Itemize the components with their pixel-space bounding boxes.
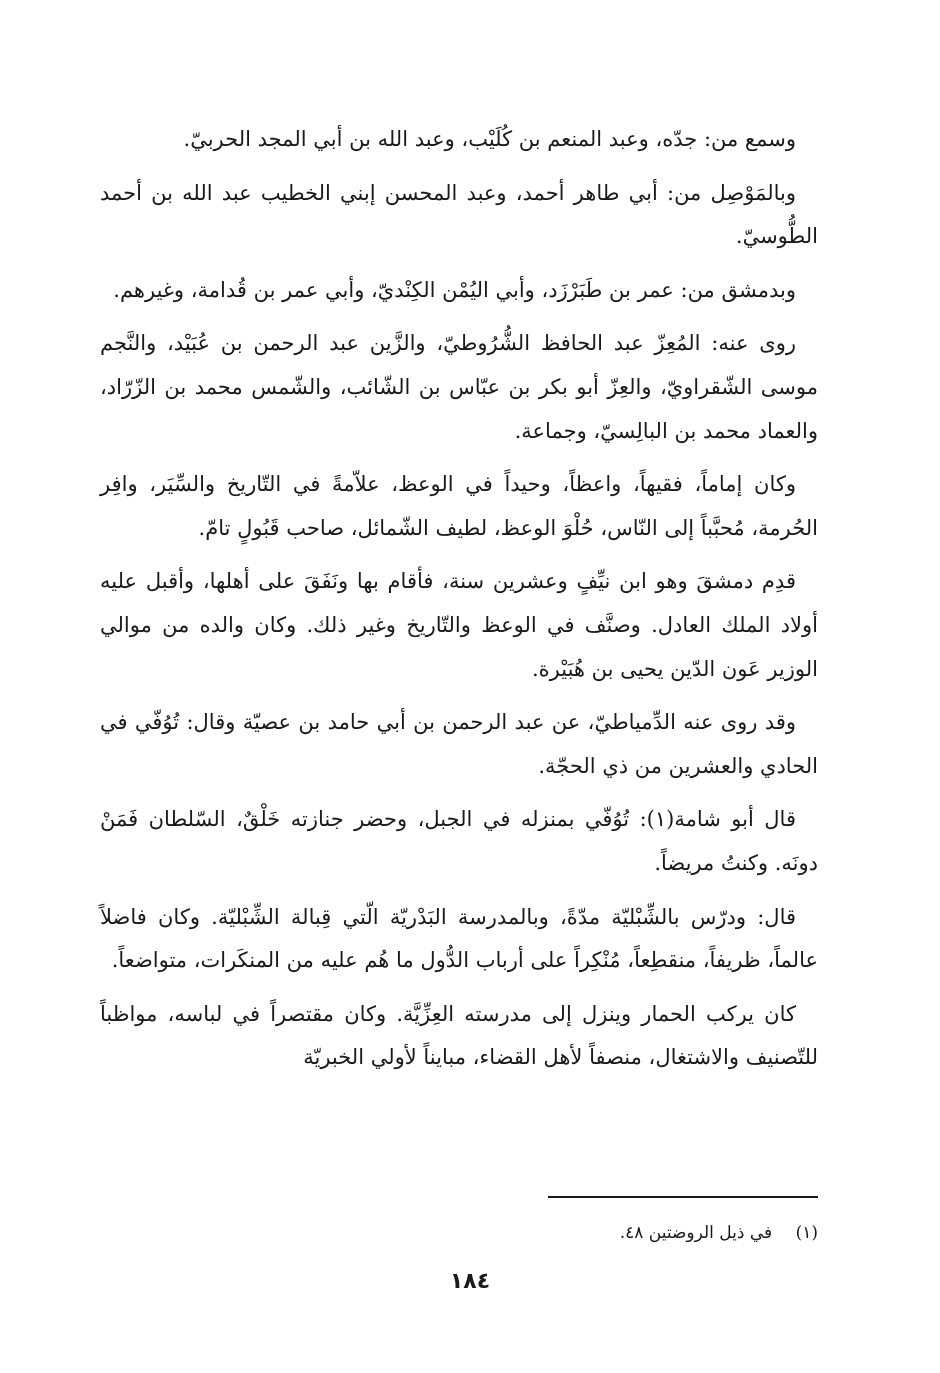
footnote-text: في ذيل الروضتين ٤٨. <box>619 1223 773 1243</box>
paragraph-description: وكان إماماً، فقيهاً، واعظاً، وحيداً في الوعظ، علاّمةً في التّاريخ والسِّيَر، وافِر الحُرمة، مُحبَّباً إلى النّاس، حُلْوَ الوعظ، لطيف الشّمائل، صاحب قَبُولٍ تامّ. <box>100 472 818 540</box>
paragraph-mosul: وبالمَوْصِل من: أبي طاهر أحمد، وعبد المحسن إبني الخطيب عبد الله بن أحمد الطُّوسيّ. <box>100 180 818 249</box>
paragraph-damascus: وبدمشق من: عمر بن طَبَرْزَد، وأبي اليُمْن الكِنْديّ، وأبي عمر بن قُدامة، وغيرهم. <box>113 277 796 302</box>
paragraph-death-date: وقد روى عنه الدِّمياطيّ، عن عبد الرحمن بن أبي حامد بن عصيّة وقال: تُوُفّي في الحادي والعشرين من ذي الحجّة. <box>100 710 818 778</box>
paragraph-teaching: قال: ودرّس بالشِّبْليّة مدّةً، وبالمدرسة البَدْريّة الّتي قِبالة الشِّبْليّة. وكان فاضلاً عالماً، ظريفاً، منقطِعاً، مُنْكِراً على أرباب الدُّول ما هُم عليه من المنكَرات، متواضعاً. <box>100 904 818 973</box>
footnote <box>400 1218 818 1248</box>
footnote-number: (١) <box>795 1223 818 1243</box>
main-text <box>100 118 818 1090</box>
paragraph-heard-from: وسمع من: جدّه، وعبد المنعم بن كُلَيْب، وعبد الله بن أبي المجد الحربيّ. <box>183 127 796 151</box>
paragraph-abu-shama: قال أبو شامة(١): تُوُفّي بمنزله في الجبل، وحضر جنازته خَلْقٌ، السّلطان فَمَنْ دونَه. وكنتُ مريضاً. <box>100 807 818 875</box>
paragraph-narrators: روى عنه: المُعِزّ عبد الحافظ الشُّرُوطيّ، والزَّين عبد الرحمن بن عُبَيْد، والنَّجم موسى الشّقراويّ، والعِزّ أبو بكر بن عبّاس بن الشّائب، والشّمس محمد بن الزّرّاد، والعماد محمد بن البالِسيّ، وجماعة. <box>100 331 818 443</box>
paragraph-arrival: قدِم دمشقَ وهو ابن نيِّفٍ وعشرين سنة، فأقام بها ونَفَقَ على أهلها، وأقبل عليه أولاد الملك العادل. وصنَّف في الوعظ والتّاريخ وغير ذلك. وكان والده من موالي الوزير عَون الدّين يحيى بن هُبَيْرة. <box>100 569 818 681</box>
paragraph-habits: كان يركب الحمار وينزل إلى مدرسته العِزِّيَّة. وكان مقتصراً في لباسه، مواظباً للتّصنيف والاشتغال، منصفاً لأهل القضاء، مبايناً لأولي الخبريّة <box>100 1001 818 1070</box>
footnote-separator <box>548 1196 818 1198</box>
page-number: ١٨٤ <box>449 1269 491 1294</box>
